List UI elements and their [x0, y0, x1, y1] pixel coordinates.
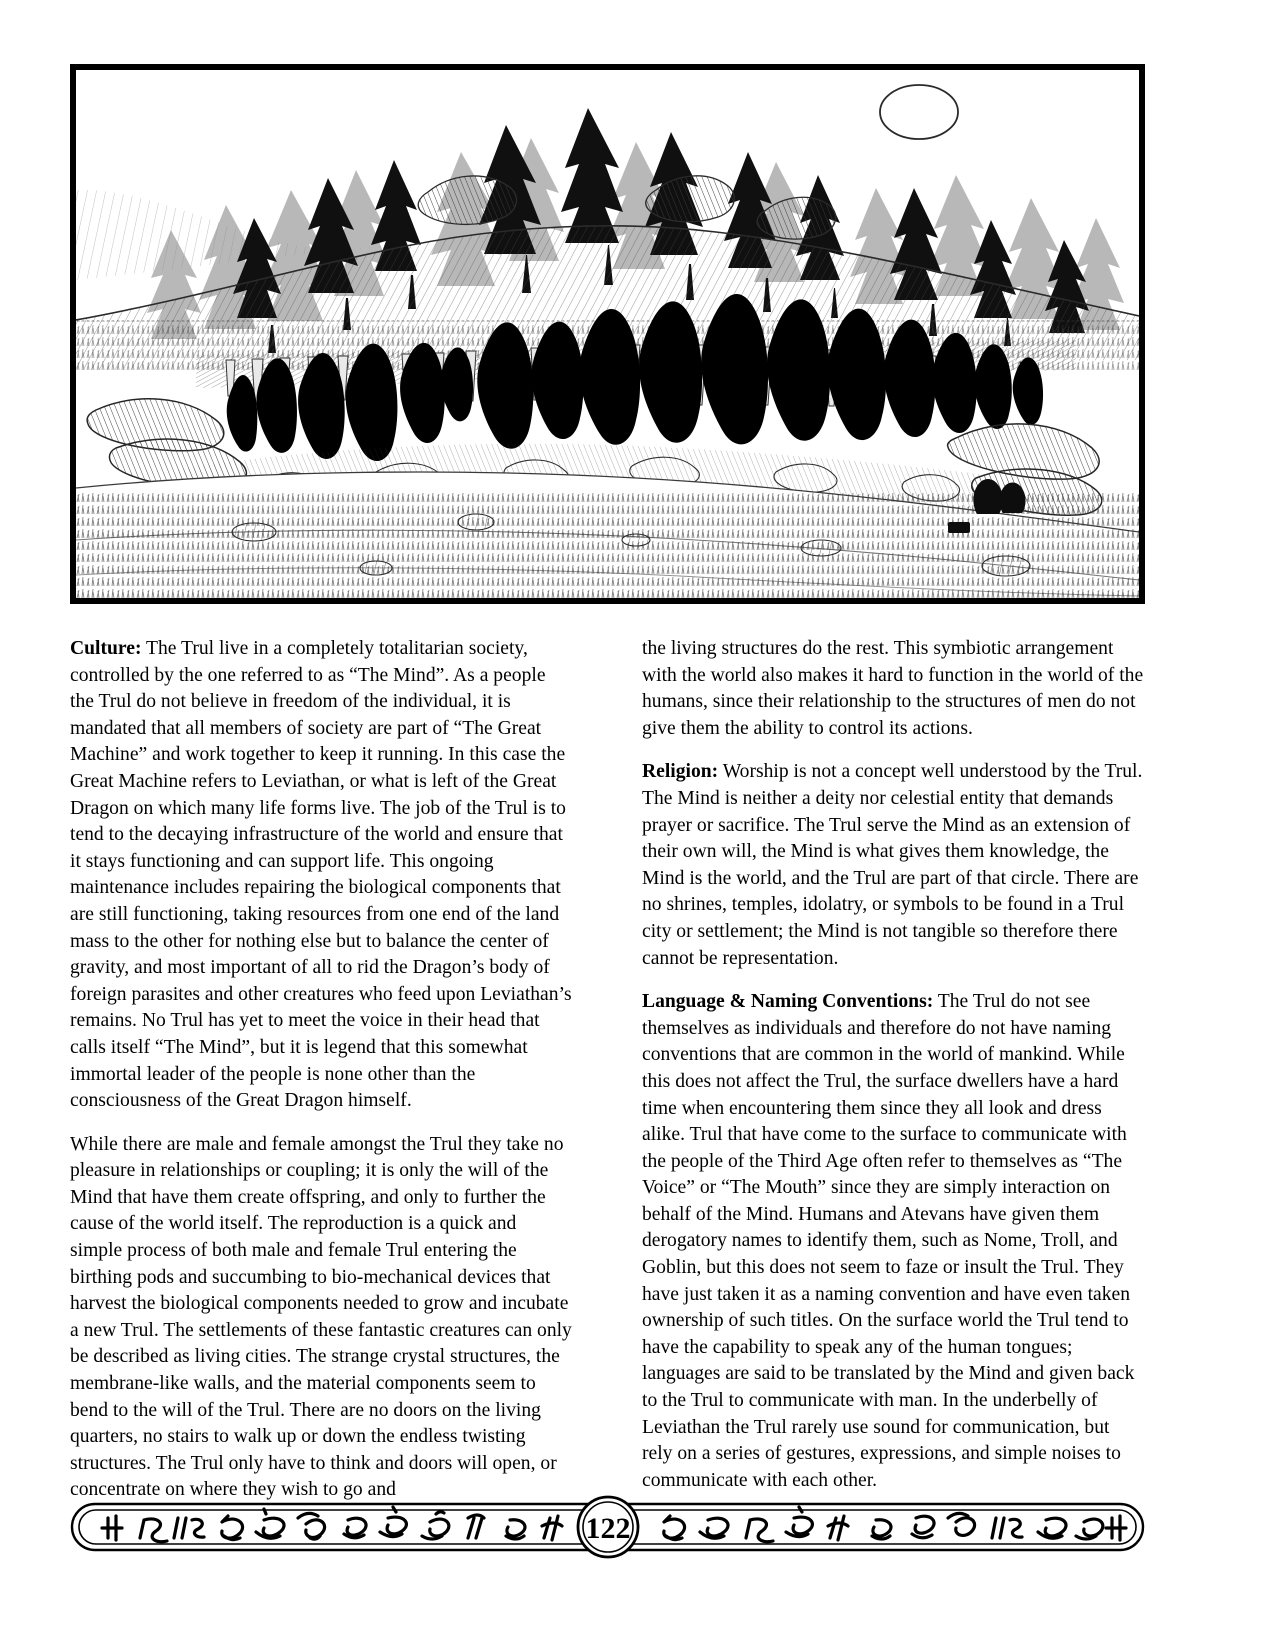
left-column — [70, 636, 572, 1501]
paragraph-lead-religion: Religion: — [642, 761, 719, 783]
paragraph-lead-language: Language & Naming Conventions: — [642, 991, 934, 1013]
moon-icon — [880, 85, 958, 139]
body-columns — [70, 636, 1145, 1501]
right-column — [642, 636, 1144, 1491]
illustration-frame — [70, 64, 1145, 604]
paragraph-body-culture: The Trul live in a completely totalitarian society, controlled by the one referred to as “The Mind”. As a people the Trul do not believe in freedom of the individual, it is mandated that all members of society are part of “The Great Machine” and work together to keep it running. In this case the Great Machine refers to Leviathan, or what is left of the Great Dragon on which many life forms live. The job of the Trul is to tend to the decaying infrastructure of the world and ensure that it stays functioning and can support life. This ongoing maintenance includes repairing the biological components that are still functioning, taking resources from one end of the land mass to the other for nothing else but to balance the center of gravity, and most important of all to rid the Dragon’s body of foreign parasites and other creatures who feed upon Leviathan’s remains. No Trul has yet to meet the voice in their head that calls itself “The Mind”, but it is legend that this somewhat immortal leader of the people is none other than the consciousness of the Great Dragon himself. — [70, 638, 572, 1112]
page-number: 122 — [585, 1512, 631, 1545]
paragraph-body-language: The Trul do not see themselves as individuals and therefore do not have naming conventions that are common in the world of mankind. While this does not affect the Trul, the surface dwellers have a hard time when encountering them since they all look and dress alike. Trul that have come to the surface to communicate with the people of the Third Age often refer to themselves as “The Voice” or “The Mouth” since they are simply interaction on behalf of the Mind. Humans and Atevans have given them derogatory names to identify them, such as Nome, Troll, and Goblin, but this does not seem to faze or insult the Trul. They have just taken it as a naming convention and have even taken ownership of such titles. On the surface world the Trul tend to have the capability to speak any of the human tongues; languages are said to be translated by the Mind and given back to the Trul to communicate with man. In the underbelly of Leviathan the Trul rarely use sound for communication, but rely on a series of gestures, expressions, and simple noises to communicate with each other. — [642, 991, 1135, 1491]
paragraph-body-reproduction: While there are male and female amongst the Trul they take no pleasure in relationships or coupling; it is only the will of the Mind that have them create offspring, and only to further the cause of the world itself. The reproduction is a quick and simple process of both male and female Trul entering the birthing pods and succumbing to bio-mechanical devices that harvest the biological components needed to grow and incubate a new Trul. The settlements of these fantastic creatures can only be described as living cities. The strange crystal structures, the membrane-like walls, and the material components seem to bend to the will of the Trul. There are no doors on the living quarters, no stairs to walk up or down the endless twisting structures. The Trul only have to think and doors will open, or concentrate on where they wish to go and — [70, 1133, 572, 1501]
footer-banner — [70, 1490, 1145, 1564]
paragraph-religion — [642, 759, 1144, 972]
paragraph-culture — [70, 636, 572, 1115]
paragraph-body-continuation: the living structures do the rest. This symbiotic arrangement with the world also makes it hard to function in the world of the humans, since their relationship to the structures of men do not give them the ability to control its actions. — [642, 638, 1144, 739]
paragraph-continuation — [642, 636, 1144, 742]
footer-ornament — [70, 1490, 1145, 1564]
paragraph-body-religion: Worship is not a concept well understood by the Trul. The Mind is neither a deity nor celestial entity that demands prayer or sacrifice. The Trul serve the Mind as an extension of their own will, the Mind is what gives them knowledge, the Mind is the world, and the Trul are part of that circle. There are no shrines, temples, idolatry, or symbols to be found in a Trul city or settlement; the Mind is not tangible so therefore there cannot be representation. — [642, 761, 1143, 969]
paragraph-lead-culture: Culture: — [70, 638, 142, 659]
paragraph-language — [642, 989, 1144, 1494]
illustration-artwork — [76, 70, 1139, 598]
paragraph-reproduction — [70, 1132, 572, 1504]
